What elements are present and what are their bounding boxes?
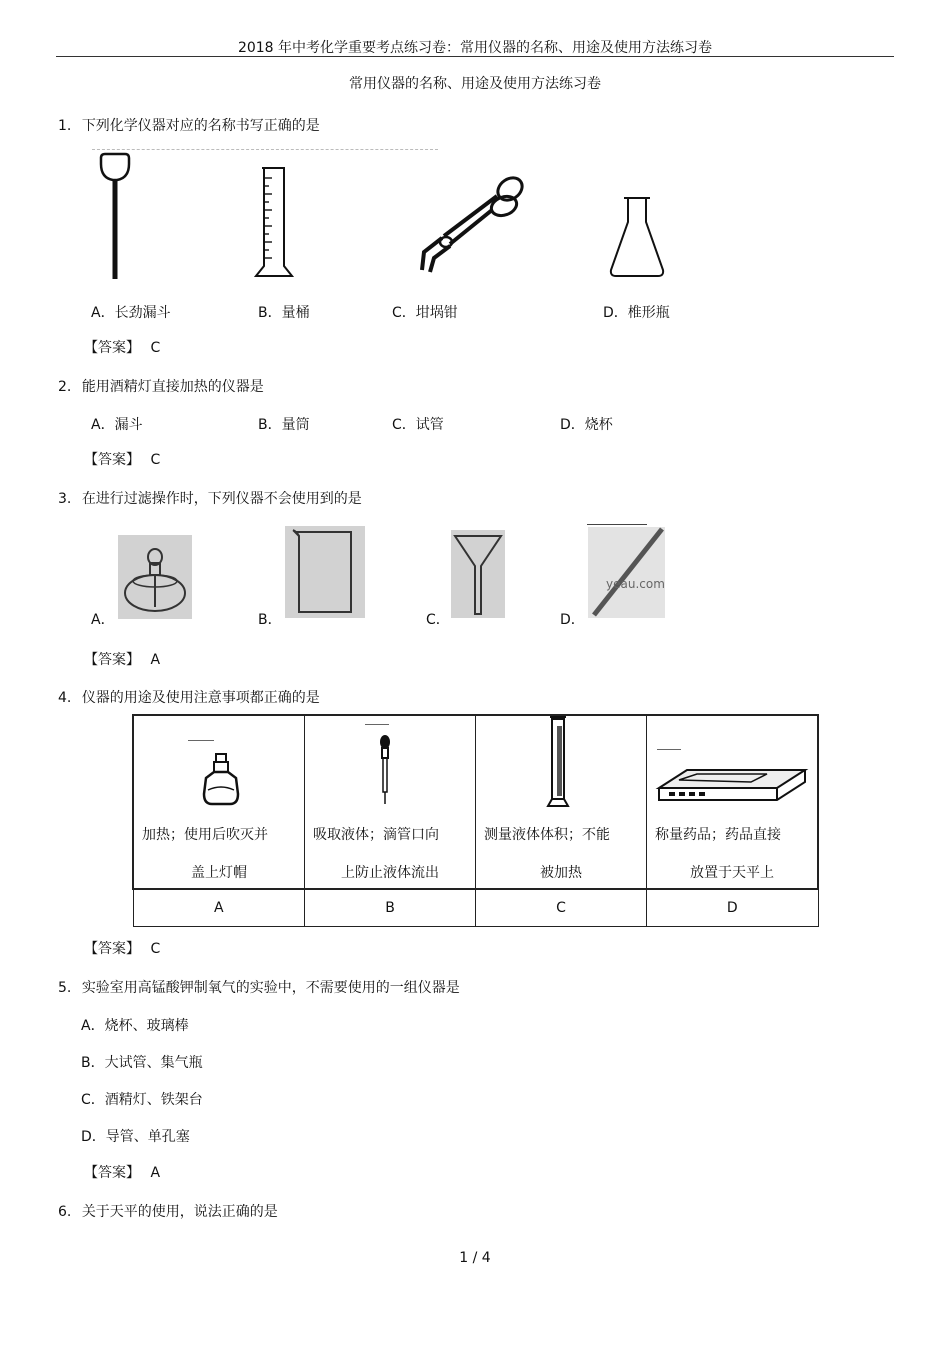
cell-description: 吸取液体；滴管口向 <box>313 827 439 843</box>
answer-value: A <box>150 1165 161 1181</box>
answer-5 <box>84 1162 160 1182</box>
option-c[interactable]: C． <box>426 612 450 628</box>
table-cell-label: C <box>476 889 647 927</box>
crucible-tongs-icon <box>414 172 526 278</box>
measuring-cylinder-icon <box>546 716 570 810</box>
page-header: 2018 年中考化学重要考点练习卷：常用仪器的名称、用途及使用方法练习卷 <box>237 40 713 56</box>
answer-label: 【答案】 <box>84 1165 140 1181</box>
image-scan-artifact <box>92 149 438 150</box>
option-c[interactable]: C．试管 <box>392 417 444 433</box>
answer-value: C <box>150 452 161 468</box>
table-row <box>133 715 818 889</box>
instrument-table <box>132 714 819 927</box>
option-a[interactable]: A．长劲漏斗 <box>91 305 171 321</box>
option-c[interactable]: C．酒精灯、铁架台 <box>81 1092 203 1108</box>
table-cell-label: D <box>647 889 819 927</box>
option-b[interactable]: B．量筒 <box>258 417 310 433</box>
watermark-text: yeau.com <box>606 577 665 591</box>
option-d[interactable]: D．椎形瓶 <box>603 305 670 321</box>
cell-description: 加热；使用后吹灭并 <box>142 827 268 843</box>
option-a[interactable]: A．烧杯、玻璃棒 <box>81 1018 189 1034</box>
cell-description: 测量液体体积；不能 <box>484 827 610 843</box>
question-number: 5. <box>58 980 72 996</box>
question-number: 4. <box>58 690 72 706</box>
cell-description: 被加热 <box>540 865 582 881</box>
alcohol-lamp-icon <box>198 750 244 808</box>
header-divider <box>56 56 894 57</box>
answer-3 <box>84 649 160 669</box>
question-2 <box>58 376 264 396</box>
option-a[interactable]: A． <box>91 612 115 628</box>
table-cell <box>647 715 819 889</box>
question-number: 6. <box>58 1204 72 1220</box>
glass-rod-photo-icon <box>588 527 665 618</box>
question-stem: 仪器的用途及使用注意事项都正确的是 <box>81 690 320 706</box>
answer-value: A <box>150 652 161 668</box>
option-d[interactable]: D．导管、单孔塞 <box>81 1129 190 1145</box>
answer-label: 【答案】 <box>84 652 140 668</box>
question-6 <box>58 1201 278 1221</box>
beaker-photo-icon <box>285 526 365 618</box>
answer-label: 【答案】 <box>84 340 140 356</box>
conical-flask-icon <box>606 194 668 280</box>
table-cell <box>476 715 647 889</box>
image-scan-artifact <box>587 524 647 525</box>
question-stem: 实验室用高锰酸钾制氧气的实验中，不需要使用的一组仪器是 <box>81 980 460 996</box>
table-cell-label: B <box>305 889 476 927</box>
cell-description: 盖上灯帽 <box>191 865 247 881</box>
option-a[interactable]: A．漏斗 <box>91 417 143 433</box>
long-neck-funnel-icon <box>95 152 135 282</box>
cell-description: 称量药品；药品直接 <box>655 827 781 843</box>
question-1 <box>58 115 320 135</box>
question-stem: 关于天平的使用，说法正确的是 <box>81 1204 278 1220</box>
question-stem: 下列化学仪器对应的名称书写正确的是 <box>81 118 320 134</box>
question-4 <box>58 687 320 707</box>
question-number: 3. <box>58 491 72 507</box>
answer-label: 【答案】 <box>84 452 140 468</box>
question-stem: 能用酒精灯直接加热的仪器是 <box>81 379 264 395</box>
table-row <box>133 889 818 927</box>
option-b[interactable]: B．量桶 <box>258 305 310 321</box>
option-b[interactable]: B．大试管、集气瓶 <box>81 1055 203 1071</box>
table-cell-label: A <box>133 889 305 927</box>
option-b[interactable]: B． <box>258 612 282 628</box>
answer-label: 【答案】 <box>84 941 140 957</box>
question-number: 1. <box>58 118 72 134</box>
answer-value: C <box>150 340 161 356</box>
question-stem: 在进行过滤操作时，下列仪器不会使用到的是 <box>81 491 362 507</box>
page-number: 1 / 4 <box>459 1250 491 1266</box>
dropper-icon <box>375 734 395 806</box>
graduated-cylinder-icon <box>254 166 294 280</box>
balance-scale-icon <box>657 766 807 808</box>
question-5 <box>58 977 460 997</box>
option-d[interactable]: D． <box>560 612 585 628</box>
answer-1 <box>84 337 160 357</box>
question-number: 2. <box>58 379 72 395</box>
option-d[interactable]: D．烧杯 <box>560 417 613 433</box>
answer-value: C <box>150 941 161 957</box>
answer-4 <box>84 938 160 958</box>
alcohol-lamp-photo-icon <box>118 535 192 619</box>
answer-2 <box>84 449 160 469</box>
table-cell <box>305 715 476 889</box>
cell-description: 上防止液体流出 <box>341 865 439 881</box>
question-3 <box>58 488 362 508</box>
cell-description: 放置于天平上 <box>690 865 774 881</box>
option-c[interactable]: C．坩埚钳 <box>392 305 458 321</box>
page-title: 常用仪器的名称、用途及使用方法练习卷 <box>349 76 601 92</box>
table-cell <box>133 715 305 889</box>
funnel-photo-icon <box>451 530 505 618</box>
